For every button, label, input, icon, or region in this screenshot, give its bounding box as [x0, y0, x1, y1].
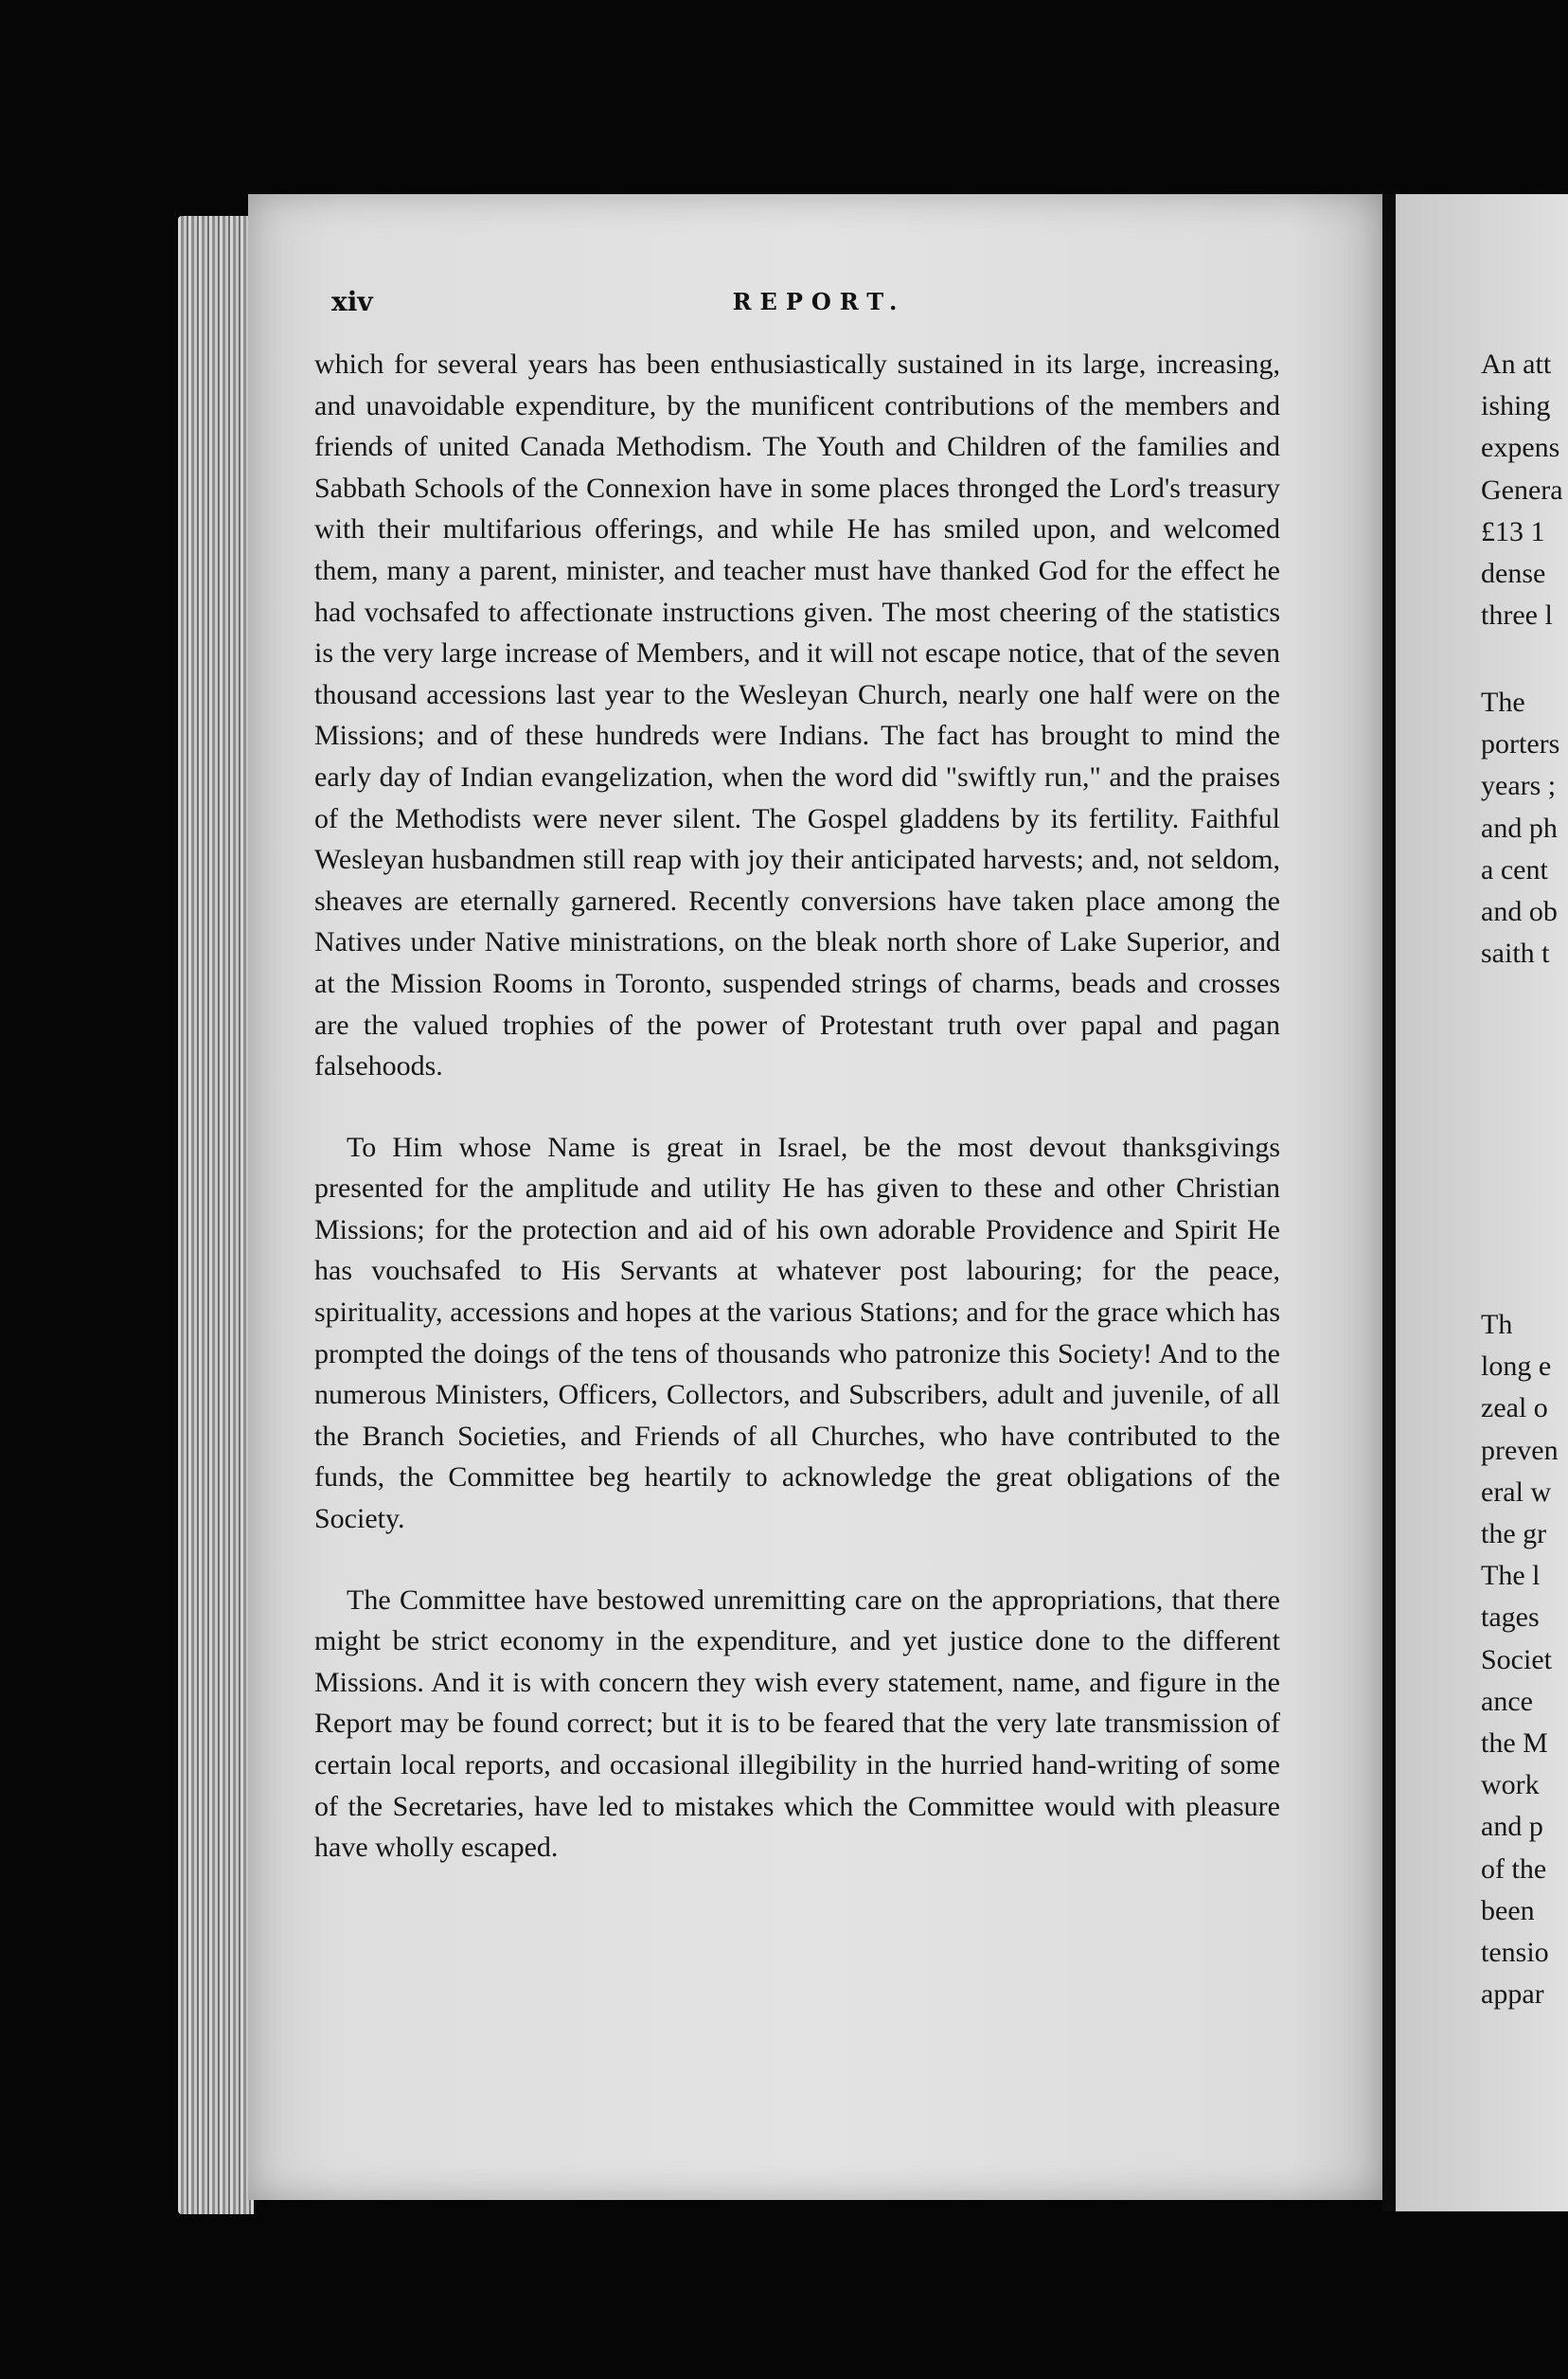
- facing-line: the gr: [1481, 1518, 1547, 1550]
- facing-line: appar: [1481, 1978, 1544, 2011]
- facing-page-fragment: [1396, 194, 1568, 2211]
- facing-line: dense: [1481, 558, 1546, 590]
- facing-line: Th: [1481, 1309, 1513, 1340]
- facing-line: Societ: [1481, 1643, 1552, 1675]
- facing-line: £13 1: [1481, 515, 1545, 547]
- facing-line: The l: [1481, 1560, 1541, 1592]
- facing-line: long e: [1481, 1350, 1552, 1383]
- paragraph-3: The Committee have bestowed unremitting care on the appropriations, that there might be strict economy in the expenditure, and yet justice done to the different Missions. And it is with concern they wish every statement, name, and figure in the Report may be found correct; but it is to be feared that the very late transmission of certain local reports, and occasional illegibility in the hurried hand-writing of some of the Secretaries, have led to mistakes which the Committee would with pleasure have wholly escaped.: [314, 1583, 1280, 1864]
- paragraph-2: To Him whose Name is great in Israel, be the most devout thanksgivings presented for the amplitude and utility He has given to these and other Christian Missions; for the protection and aid of his own adorable Providence and Spirit He has vouchsafed to His Servants at whatever post labouring; for the peace, spirituality, accessions and hopes at the various Stations; and for the grace which has prompted the doings of the tens of thousands who patronize this Society! And to the numerous Ministers, Officers, Collectors, and Subscribers, adult and juvenile, of all the Branch Societies, and Friends of all Churches, who have contributed to the funds, the Committee beg heartily to acknowledge the great obligations of the Society.: [314, 1131, 1280, 1535]
- facing-line: and p: [1481, 1811, 1543, 1843]
- body-text: [314, 344, 1280, 1869]
- page-number: xiv: [331, 286, 373, 317]
- facing-block-2: [1481, 682, 1568, 975]
- facing-line: preven: [1481, 1434, 1559, 1466]
- facing-block-1: [1481, 344, 1568, 636]
- facing-line: tensio: [1481, 1937, 1549, 1969]
- facing-line: work: [1481, 1769, 1540, 1801]
- left-page: [248, 194, 1382, 2200]
- book-page-edges: [178, 216, 254, 2214]
- page-header: [331, 286, 1307, 324]
- facing-line: of the: [1481, 1852, 1547, 1885]
- facing-line: eral w: [1481, 1476, 1552, 1508]
- facing-line: ishing: [1481, 390, 1551, 422]
- facing-line: Genera: [1481, 474, 1563, 506]
- facing-line: ance: [1481, 1685, 1533, 1717]
- paragraph-1: which for several years has been enthusiastically sustained in its large, increasing, and unavoidable expenditure, by the munificent contributions of the members and friends of united Canada Methodism. The Youth and Children of the families and Sabbath Schools of the Connexion have in some places thronged the Lord's treasury with their multifarious offerings, and while He has smiled upon, and welcomed them, many a parent, minister, and teacher must have thanked God for the effect he had vochsafed to affectionate instructions given. The most cheering of the statistics is the very large increase of Members, and it will not escape notice, that of the seven thousand accessions last year to the Wesleyan Church, nearly one half were on the Missions; and of these hundreds were Indians. The fact has brought to mind the early day of Indian evangelization, when the word did "swiftly run," and the praises of the Methodists were never silent. The Gospel gladdens by its fertility. Faithful Wesleyan husbandmen still reap with joy their anticipated harvests; and, not seldom, sheaves are eternally garnered. Recently conversions have taken place among the Natives under Native ministrations, on the bleak north shore of Lake Superior, and at the Mission Rooms in Toronto, suspended strings of charms, beads and crosses are the valued trophies of the power of Protestant truth over papal and pagan falsehoods.: [314, 349, 1280, 1082]
- running-title: REPORT.: [732, 288, 906, 315]
- facing-line: been: [1481, 1894, 1535, 1926]
- facing-line: the M: [1481, 1727, 1548, 1760]
- facing-line: expens: [1481, 432, 1560, 464]
- facing-line: three l: [1481, 599, 1553, 632]
- facing-line: years ;: [1481, 770, 1557, 802]
- facing-line: and ob: [1481, 896, 1558, 928]
- facing-line: saith t: [1481, 938, 1550, 970]
- facing-line: a cent: [1481, 853, 1548, 885]
- facing-line: The: [1481, 687, 1525, 718]
- book-gutter: [1382, 194, 1396, 2211]
- facing-block-3: [1481, 1304, 1568, 2015]
- facing-line: tages: [1481, 1601, 1540, 1634]
- facing-line: zeal o: [1481, 1392, 1548, 1424]
- facing-line: An att: [1481, 349, 1552, 380]
- facing-line: and ph: [1481, 812, 1558, 844]
- facing-line: porters: [1481, 728, 1560, 760]
